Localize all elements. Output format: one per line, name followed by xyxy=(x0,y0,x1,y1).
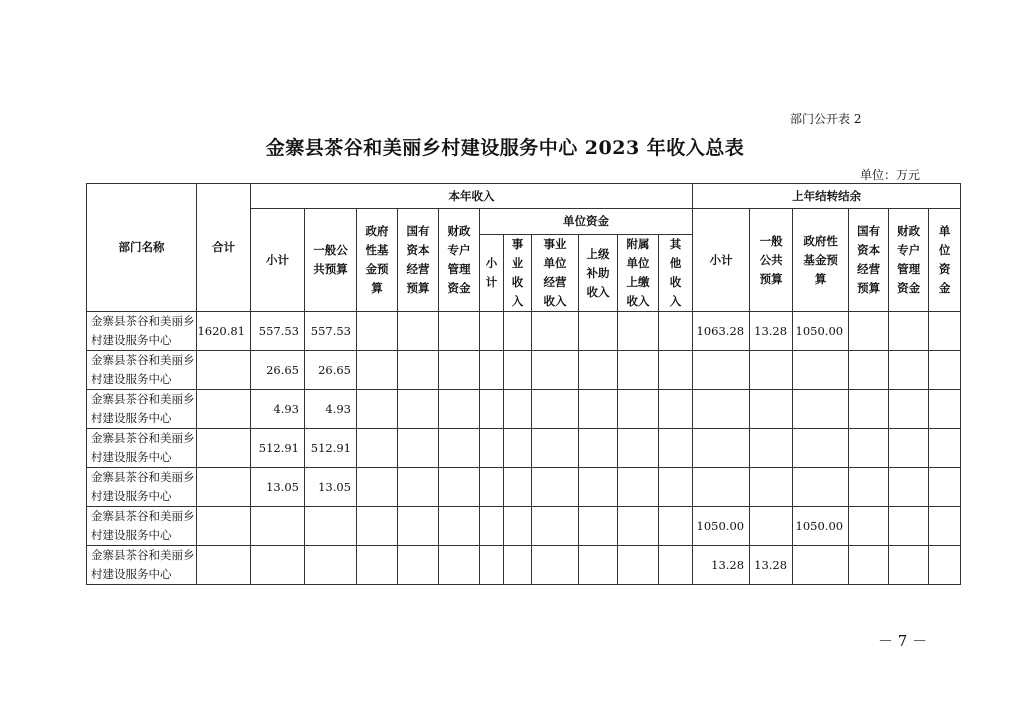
cell-empty xyxy=(579,546,618,585)
cell-empty xyxy=(480,546,504,585)
cell-py-subtotal xyxy=(693,429,750,468)
cell-empty xyxy=(849,351,889,390)
cell-py-govfund: 1050.00 xyxy=(793,312,849,351)
cell-empty xyxy=(357,390,398,429)
col-py-govfund-header: 政府性基金预算 xyxy=(793,209,849,312)
cell-empty xyxy=(849,429,889,468)
cell-empty xyxy=(659,390,693,429)
cell-empty xyxy=(398,468,439,507)
cell-empty xyxy=(579,351,618,390)
cell-dept: 金寨县茶谷和美丽乡村建设服务中心 xyxy=(87,312,197,351)
col-cy-fiscal-header: 财政专户管理资金 xyxy=(439,209,480,312)
cell-empty xyxy=(504,351,532,390)
cell-cy-subtotal xyxy=(251,507,305,546)
cell-empty xyxy=(579,429,618,468)
cell-empty xyxy=(849,390,889,429)
cell-empty xyxy=(929,546,961,585)
cell-dept: 金寨县茶谷和美丽乡村建设服务中心 xyxy=(87,468,197,507)
cell-empty xyxy=(357,429,398,468)
cell-dept: 金寨县茶谷和美丽乡村建设服务中心 xyxy=(87,546,197,585)
cell-py-govfund xyxy=(793,351,849,390)
cell-cy-general: 557.53 xyxy=(305,312,357,351)
cell-empty xyxy=(889,429,929,468)
cell-total xyxy=(197,351,251,390)
cell-dept: 金寨县茶谷和美丽乡村建设服务中心 xyxy=(87,390,197,429)
cell-empty xyxy=(579,312,618,351)
cell-empty xyxy=(618,468,659,507)
cell-py-govfund xyxy=(793,468,849,507)
table-id-label: 部门公开表 2 xyxy=(790,112,862,126)
cell-empty xyxy=(480,390,504,429)
cell-total xyxy=(197,507,251,546)
cell-empty xyxy=(532,351,579,390)
cell-empty xyxy=(439,390,480,429)
cell-py-govfund xyxy=(793,429,849,468)
cell-empty xyxy=(889,546,929,585)
col-dept-header: 部门名称 xyxy=(87,184,197,312)
cell-empty xyxy=(618,546,659,585)
cell-empty xyxy=(849,546,889,585)
cell-py-general xyxy=(750,429,793,468)
cell-empty xyxy=(929,507,961,546)
cell-empty xyxy=(439,429,480,468)
cell-empty xyxy=(504,429,532,468)
cell-empty xyxy=(659,507,693,546)
cell-empty xyxy=(659,312,693,351)
cell-empty xyxy=(659,429,693,468)
cell-empty xyxy=(357,546,398,585)
col-py-unit-header: 单位资金 xyxy=(929,209,961,312)
cell-py-govfund xyxy=(793,546,849,585)
cell-empty xyxy=(659,546,693,585)
cell-empty xyxy=(398,507,439,546)
cell-empty xyxy=(357,468,398,507)
cell-empty xyxy=(398,390,439,429)
cell-empty xyxy=(504,546,532,585)
cell-empty xyxy=(618,312,659,351)
cell-empty xyxy=(849,312,889,351)
cell-py-govfund: 1050.00 xyxy=(793,507,849,546)
unit-label: 单位：万元 xyxy=(860,168,921,182)
income-summary-table xyxy=(86,183,961,585)
cell-empty xyxy=(398,429,439,468)
cell-total xyxy=(197,390,251,429)
cell-cy-general: 4.93 xyxy=(305,390,357,429)
cell-empty xyxy=(579,390,618,429)
table-row xyxy=(87,390,961,429)
cell-cy-general: 26.65 xyxy=(305,351,357,390)
cell-py-general xyxy=(750,507,793,546)
cell-empty xyxy=(929,429,961,468)
table-row xyxy=(87,546,961,585)
cell-empty xyxy=(357,507,398,546)
cell-empty xyxy=(532,468,579,507)
cell-py-subtotal xyxy=(693,468,750,507)
cell-empty xyxy=(439,312,480,351)
cell-empty xyxy=(889,390,929,429)
cell-empty xyxy=(849,507,889,546)
col-uf-other-header: 其他收入 xyxy=(659,235,693,312)
cell-empty xyxy=(618,390,659,429)
col-uf-business-header: 事业收入 xyxy=(504,235,532,312)
col-unit-funds-header: 单位资金 xyxy=(480,209,693,235)
page-title: 金寨县茶谷和美丽乡村建设服务中心 2023 年收入总表 xyxy=(265,137,745,159)
cell-empty xyxy=(532,312,579,351)
cell-empty xyxy=(357,351,398,390)
cell-empty xyxy=(579,468,618,507)
cell-empty xyxy=(439,507,480,546)
cell-empty xyxy=(532,507,579,546)
table-row xyxy=(87,468,961,507)
cell-empty xyxy=(439,468,480,507)
col-py-subtotal-header: 小计 xyxy=(693,209,750,312)
cell-empty xyxy=(480,351,504,390)
cell-empty xyxy=(618,351,659,390)
cell-dept: 金寨县茶谷和美丽乡村建设服务中心 xyxy=(87,351,197,390)
cell-py-subtotal: 1063.28 xyxy=(693,312,750,351)
cell-py-general: 13.28 xyxy=(750,546,793,585)
cell-empty xyxy=(480,468,504,507)
table-row xyxy=(87,312,961,351)
table-row xyxy=(87,429,961,468)
cell-empty xyxy=(398,351,439,390)
cell-empty xyxy=(480,429,504,468)
cell-dept: 金寨县茶谷和美丽乡村建设服务中心 xyxy=(87,507,197,546)
cell-empty xyxy=(532,390,579,429)
cell-py-subtotal xyxy=(693,351,750,390)
col-total-header: 合计 xyxy=(197,184,251,312)
cell-cy-general: 512.91 xyxy=(305,429,357,468)
cell-cy-subtotal: 13.05 xyxy=(251,468,305,507)
cell-empty xyxy=(929,351,961,390)
cell-empty xyxy=(504,507,532,546)
cell-empty xyxy=(504,312,532,351)
cell-cy-subtotal: 4.93 xyxy=(251,390,305,429)
cell-py-subtotal xyxy=(693,390,750,429)
cell-py-subtotal: 1050.00 xyxy=(693,507,750,546)
cell-empty xyxy=(889,468,929,507)
cell-empty xyxy=(579,507,618,546)
cell-py-general: 13.28 xyxy=(750,312,793,351)
col-cy-general-header: 一般公共预算 xyxy=(305,209,357,312)
cell-empty xyxy=(659,468,693,507)
cell-total xyxy=(197,429,251,468)
cell-cy-subtotal: 26.65 xyxy=(251,351,305,390)
cell-empty xyxy=(889,312,929,351)
cell-empty xyxy=(849,468,889,507)
cell-empty xyxy=(532,429,579,468)
cell-empty xyxy=(889,351,929,390)
cell-empty xyxy=(929,468,961,507)
cell-empty xyxy=(929,312,961,351)
cell-cy-general xyxy=(305,546,357,585)
cell-cy-subtotal: 512.91 xyxy=(251,429,305,468)
cell-py-subtotal: 13.28 xyxy=(693,546,750,585)
col-uf-subsidy-header: 上级补助收入 xyxy=(579,235,618,312)
cell-empty xyxy=(618,429,659,468)
col-py-fiscal-header: 财政专户管理资金 xyxy=(889,209,929,312)
col-cy-subtotal-header: 小计 xyxy=(251,209,305,312)
col-cy-stateop-header: 国有资本经营预算 xyxy=(398,209,439,312)
cell-empty xyxy=(480,312,504,351)
cell-cy-general xyxy=(305,507,357,546)
cell-total: 1620.81 xyxy=(197,312,251,351)
table-row xyxy=(87,351,961,390)
cell-empty xyxy=(889,507,929,546)
cell-empty xyxy=(659,351,693,390)
cell-total xyxy=(197,546,251,585)
col-cy-govfund-header: 政府性基金预算 xyxy=(357,209,398,312)
col-uf-operating-header: 事业单位经营收入 xyxy=(532,235,579,312)
cell-cy-subtotal: 557.53 xyxy=(251,312,305,351)
cell-py-general xyxy=(750,390,793,429)
col-uf-affiliated-header: 附属单位上缴收入 xyxy=(618,235,659,312)
cell-empty xyxy=(439,351,480,390)
col-uf-subtotal-header: 小计 xyxy=(480,235,504,312)
col-py-stateop-header: 国有资本经营预算 xyxy=(849,209,889,312)
cell-empty xyxy=(504,468,532,507)
col-py-general-header: 一般公共预算 xyxy=(750,209,793,312)
col-prior-year-header: 上年结转结余 xyxy=(693,184,961,209)
cell-empty xyxy=(439,546,480,585)
cell-empty xyxy=(357,312,398,351)
cell-empty xyxy=(480,507,504,546)
cell-cy-subtotal xyxy=(251,546,305,585)
cell-py-govfund xyxy=(793,390,849,429)
cell-empty xyxy=(929,390,961,429)
cell-total xyxy=(197,468,251,507)
col-current-year-header: 本年收入 xyxy=(251,184,693,209)
cell-py-general xyxy=(750,468,793,507)
cell-empty xyxy=(398,546,439,585)
cell-dept: 金寨县茶谷和美丽乡村建设服务中心 xyxy=(87,429,197,468)
page-number: － 7 － xyxy=(878,632,928,650)
table-row xyxy=(87,507,961,546)
cell-empty xyxy=(532,546,579,585)
cell-empty xyxy=(618,507,659,546)
cell-py-general xyxy=(750,351,793,390)
cell-empty xyxy=(398,312,439,351)
cell-empty xyxy=(504,390,532,429)
cell-cy-general: 13.05 xyxy=(305,468,357,507)
